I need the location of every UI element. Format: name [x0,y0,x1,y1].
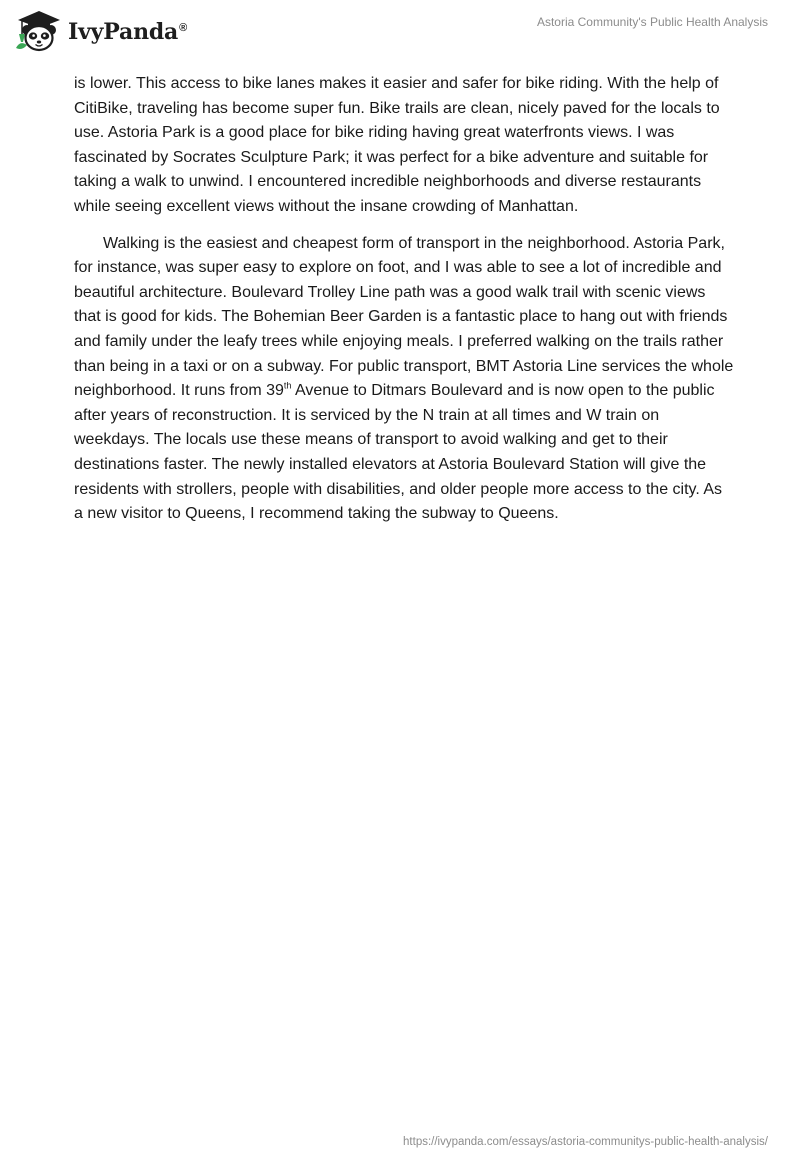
paragraph-transport-text-1: Walking is the easiest and cheapest form of transport in the neighborhood. Astoria Park, for instance, was super easy to explore on foot, and I was able to see a lot of incredible and beautiful architecture. Boulevard Trolley Line path was a good walk trail with scenic views that is good for kids. The Bohemian Beer Garden is a fantastic place to hang out with friends and family under the leafy trees while enjoying meals. I preferred walking on the trails rather than being in a taxi or on a subway. For public transport, BMT Astoria Line services the whole neighborhood. It runs from 39 [74,234,734,400]
ordinal-superscript: th [283,380,292,391]
ivypanda-logo[interactable] [14,8,187,54]
paragraph-transport-text-2: Avenue to Ditmars Boulevard and is now open to the public after years of reconstruction. It is serviced by the N train at all times and W train on weekdays. The locals use these means of transport to avoid walking and get to their destinations faster. The newly installed elevators at Astoria Boulevard Station will give the residents with strollers, people with disabilities, and older people more access to the city. As a new visitor to Queens, I recommend taking the subway to Queens. [74,382,723,523]
paragraph-continued: is lower. This access to bike lanes makes it easier and safer for bike riding. With the help of CitiBike, traveling has become super fun. Bike trails are clean, nicely paved for the locals to use. Astoria Park is a good place for bike riding having great waterfronts views. I was fascinated by Socrates Sculpture Park; it was perfect for a bike adventure and suitable for taking a walk to unwind. I encountered incredible neighborhoods and diverse restaurants while seeing excellent views without the insane crowding of Manhattan. [74,75,720,215]
page-header [0,0,800,60]
document-title: Astoria Community's Public Health Analysis [536,15,768,29]
source-url-link[interactable]: https://ivypanda.com/essays/astoria-communitys-public-health-analysis/ [403,1136,768,1148]
registered-mark: ® [179,21,188,34]
essay-body [74,72,734,527]
brand-wordmark [68,19,187,45]
brand-name: IvyPanda [68,19,179,45]
panda-graduate-icon [14,8,64,54]
paragraph-transport [74,232,734,527]
